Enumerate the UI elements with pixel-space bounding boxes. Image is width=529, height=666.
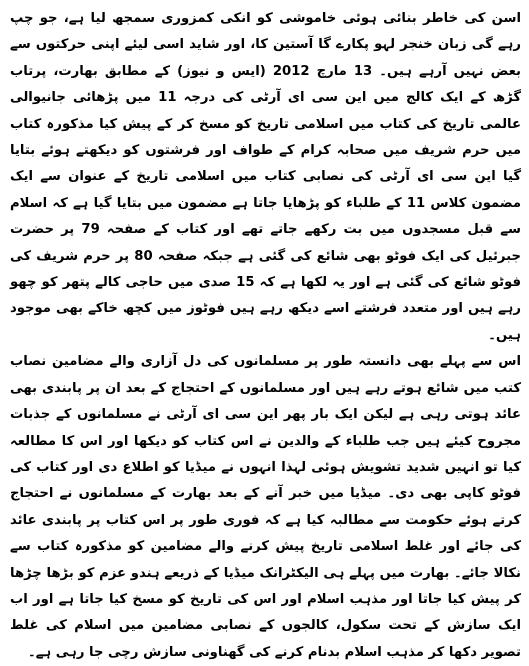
- article-body: [10, 6, 521, 666]
- article-paragraph: اس سے پہلے بھی دانستہ طور پر مسلمانوں کی دل آزاری والے مضامین نصاب کتب میں شائع ہوتے رہے ہیں اور مسلمانوں کے احتجاج کے بعد ان پر پابندی بھی عائد ہوتی رہی ہے لیکن ایک بار پھر این سی ای آرٹی نے مسلمانوں کے جذبات مجروح کیئے ہیں جب طلباء کے والدین نے اس کتاب کو دیکھا اور اس کا مطالعہ کیا تو انہیں شدید تشویش ہوئی لہذا انہوں نے میڈیا کو اطلاع دی اور کتاب کی فوٹو کاپی بھی دی۔ میڈیا میں خبر آنے کے بعد بھارت کے مسلمانوں نے احتجاج کرتے ہوئے حکومت سے مطالبہ کیا ہے کہ فوری طور پر اس کتاب پر پابندی عائد کی جائے اور غلط اسلامی تاریخ پیش کرنے والے مضامین کو مذکورہ کتاب سے نکالا جائے۔ بھارت میں پہلے ہی الیکٹرانک میڈیا کے ذریعے ہندو عزم کو بڑھا چڑھا کر پیش کیا جاتا اور مذہب اسلام اور اس کی تاریخ کو مسخ کیا جاتا ہے اور اب ایک سازش کے تحت سکول، کالجوں کے نصابی مضامین میں اسلام کی غلط تصویر دکھا کر مذہب اسلام بدنام کرنے کی گھناونی سازش رچی جا رہی ہے۔: [10, 354, 521, 660]
- article-paragraph: اسن کی خاطر بنائی ہوئی خاموشی کو انکی کمزوری سمجھ لیا ہے، جو چپ رہے گی زبان خنجر لہو پکارے گا آستین کا، اور شاید اسی لیئے اپنی حرکتوں سے بعض نہیں آرہے ہیں۔ 13 مارچ 2012 (ایس و نیوز) کے مطابق بھارت، پرتاب گڑھ کے ایک کالج میں این سی ای آرٹی کی درجہ 11 میں پڑھائی جانیوالی عالمی تاریخ کی کتاب میں اسلامی تاریخ کو مسخ کر کے پیش کیا مذکورہ کتاب میں حرم شریف میں صحابہ کرام کے طواف اور فرشتوں کو دیکھتے ہوئے بتایا گیا این سی ای آرٹی کی نصابی کتاب میں اسلامی تاریخ کے عنوان سے ایک مضمون کلاس 11 کے طلباء کو پڑھایا جاتا ہے مضمون میں بتایا گیا ہے کہ اسلام سے قبل مسجدوں میں بت رکھے جاتے تھے اور کتاب کے صفحہ 79 پر حضرت جبرئیل کی ایک فوٹو بھی شائع کی گئی ہے جبکہ صفحہ 80 پر حرم شریف کی فوٹو شائع کی گئی ہے اور یہ لکھا ہے کہ 15 صدی میں حاجی کالے پتھر کو چھو رہے ہیں اور متعدد فرشتے اسے دیکھ رہے ہیں فوٹوز میں کچھ خاکے بھی موجود ہیں۔: [10, 11, 521, 343]
